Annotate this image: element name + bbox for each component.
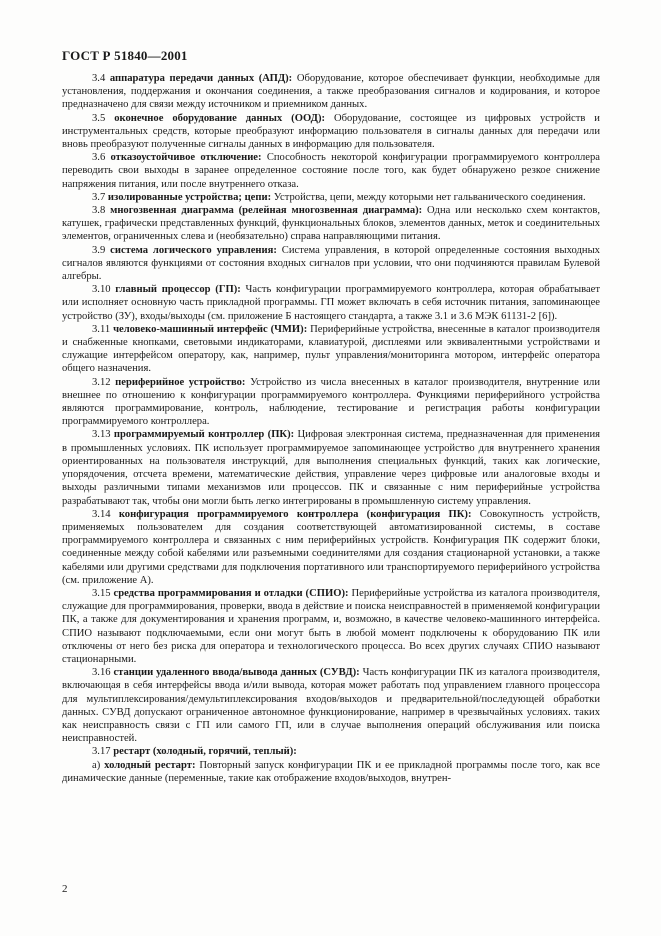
defined-term: человеко-машинный интерфейс (ЧМИ): bbox=[113, 323, 308, 335]
defined-term: программируемый контроллер (ПК): bbox=[113, 429, 295, 441]
document-body bbox=[62, 72, 600, 785]
definition-text: Устройство из числа внесенных в каталог производителя, внутренние или внешнее по отношению к конфигурации программируемого контроллера. Функциями периферийного устройства являются программирование, контроль, наблюдение, тестирование и регистрация работы конфигурации программируемого контроллера. bbox=[62, 376, 601, 428]
clause-number: 3.5 bbox=[92, 112, 106, 124]
definition-paragraph bbox=[62, 759, 600, 785]
defined-term: изолированные устройства; цепи: bbox=[107, 191, 272, 203]
clause-number: 3.12 bbox=[92, 376, 111, 388]
clause-number: 3.6 bbox=[92, 152, 106, 164]
definition-text: Система управления, в которой определенные состояния выходных сигналов являются функциями от состояния входных сигналов при условии, что они подчиняются правилам Булевой алгебры. bbox=[62, 244, 600, 283]
defined-term: конфигурация программируемого контроллера (конфигурация ПК): bbox=[118, 508, 472, 520]
defined-term: отказоустойчивое отключение: bbox=[110, 152, 262, 164]
definition-text: Часть конфигурации программируемого контроллера, которая обрабатывает или исполняет основную часть прикладной программы. ГП может включать в себя источник питания, запоминающее устройство (ЗУ), входы/выходы (см. приложение Б настоящего стандарта, а также 3.1 и 3.6 МЭК 61131-2 [6]). bbox=[62, 284, 600, 322]
definition-paragraph bbox=[62, 112, 600, 152]
definition-paragraph bbox=[62, 204, 600, 244]
definition-text: Оборудование, которое обеспечивает функции, необходимые для установления, поддержания и окончания соединения, а также преобразования сигналов и кодирования, и которое предназначено для связи между источником и приемником данных. bbox=[62, 73, 601, 111]
definition-text: Совокупность устройств, применяемых пользователем для создания соответствующей автоматизированной системы, в составе программируемого контроллера и связанных с ним периферийных устройств. Конфигурация ПК содержит блоки, соединенные между собой кабелями или разъемными соединителями для создания стационарной установки, а также кабелями или другими средствами для подключения портативного или транспортируемого периферийного устройства (см. приложение А). bbox=[62, 508, 600, 586]
clause-number: 3.8 bbox=[92, 205, 106, 217]
definition-text: Устройства, цепи, между которыми нет гальванического соединения. bbox=[273, 191, 586, 203]
definition-paragraph bbox=[62, 745, 600, 758]
defined-term: система логического управления: bbox=[110, 244, 277, 256]
clause-number: 3.11 bbox=[92, 323, 111, 335]
clause-number: 3.9 bbox=[92, 244, 106, 256]
standard-header: ГОСТ Р 51840—2001 bbox=[62, 48, 188, 63]
clause-number: 3.15 bbox=[92, 587, 111, 599]
definition-text: Периферийные устройства из каталога производителя, служащие для программирования, проверки, ввода в действие и поиска неисправностей в применяемой конфигурации ПК, а также для документирования и хранения программ, и, возможно, в качестве человеко-машинного интерфейса. СПИО называют подключаемыми, если они могут быть в любой момент подключены к оборудованию ПК или отключены от него без риска для оператора и технологического процесса. Во всех других случаях СПИО называют стационарными. bbox=[62, 587, 600, 665]
definition-text: Периферийные устройства, внесенные в каталог производителя и снабженные кнопками, световыми индикаторами, клавиатурой, дисплеями или эквивалентными устройствами и служащие интерфейсом оператору, как, например, пульт управления/мониторинга мотором, интерфейс оператора общего назначения. bbox=[62, 323, 600, 375]
defined-term: аппаратура передачи данных (АПД): bbox=[109, 73, 293, 84]
clause-number: 3.17 bbox=[92, 746, 111, 758]
definition-text: Оборудование, состоящее из цифровых устройств и инструментальных средств, которые преобразуют информацию пользователя в сигналы данных для передачи или вновь преобразуют полученные сигналы данных в информацию для пользователя. bbox=[62, 112, 600, 151]
page-number: 2 bbox=[62, 883, 68, 895]
definition-paragraph bbox=[62, 283, 600, 323]
definition-paragraph bbox=[62, 428, 600, 507]
definition-paragraph bbox=[62, 244, 600, 284]
clause-number: 3.13 bbox=[92, 429, 111, 441]
defined-term: периферийное устройство: bbox=[115, 376, 246, 388]
definition-paragraph bbox=[62, 508, 600, 587]
clause-number: 3.7 bbox=[92, 191, 106, 203]
defined-term: главный процессор (ГП): bbox=[115, 284, 241, 296]
definition-text: Цифровая электронная система, предназначенная для применения в промышленных условиях. ПК использует программируемое запоминающее устройство для внутреннего хранения ориентированных на пользователя инструкций, для выполнения специальных функций, таких как логические, упорядочения, отсчета времени, математические действия, управление через цифровые или аналоговые входы и выходы различными типами механизмов или процессов. ПК и связанные с ним периферийные устройства разрабатывают так, чтобы они могли быть легко интегрированы в промышленную систему управления. bbox=[62, 429, 601, 507]
definition-paragraph bbox=[62, 191, 600, 204]
definition-paragraph bbox=[62, 376, 600, 429]
definition-text: Одна или несколько схем контактов, катушек, графически представленных функций, функциональных блоков, элементов данных, меток и соединительных элементов, ограниченных слева и (необязательно) справа направляющими питания. bbox=[62, 205, 600, 243]
defined-term: станции удаленного ввода/вывода данных (СУВД): bbox=[113, 667, 360, 679]
clause-number: 3.16 bbox=[92, 667, 111, 679]
clause-number: 3.10 bbox=[92, 284, 111, 296]
defined-term: рестарт (холодный, горячий, теплый): bbox=[113, 746, 297, 758]
definition-paragraph bbox=[62, 587, 600, 666]
definition-paragraph bbox=[62, 72, 600, 112]
definition-text: Часть конфигурации ПК из каталога производителя, включающая в себя интерфейсы ввода и/или вывода, которая может работать под управлением главного процессора для мультиплексирования/демультиплексирования входов/выходов и предварительной/последующей обработки данных. СУВД допускают ограниченное автономное функционирование, например в чрезвычайных условиях. таких как неисправность связи с ГП или самого ГП, или в случае выполнения операций обслуживания или поиска неисправностей. bbox=[62, 667, 600, 745]
definition-text: Способность некоторой конфигурации программируемого контроллера переводить свои выходы в заранее определенное состояние после того, как будет обнаружено резкое снижение напряжения питания, или после внутреннего отказа. bbox=[62, 152, 600, 190]
defined-term: средства программирования и отладки (СПИО): bbox=[113, 587, 349, 599]
definition-paragraph bbox=[62, 666, 600, 745]
clause-number: а) bbox=[92, 759, 101, 771]
clause-number: 3.14 bbox=[92, 508, 111, 520]
definition-text: Повторный запуск конфигурации ПК и ее прикладной программы после того, как все динамические данные (переменные, такие как отображение входов/выходов, внутрен- bbox=[62, 759, 600, 784]
defined-term: многозвенная диаграмма (релейная многозвенная диаграмма): bbox=[110, 205, 423, 217]
definition-paragraph bbox=[62, 151, 600, 191]
defined-term: оконечное оборудование данных (ООД): bbox=[114, 112, 326, 124]
defined-term: холодный рестарт: bbox=[104, 759, 196, 771]
clause-number: 3.4 bbox=[92, 73, 106, 84]
definition-paragraph bbox=[62, 323, 600, 376]
